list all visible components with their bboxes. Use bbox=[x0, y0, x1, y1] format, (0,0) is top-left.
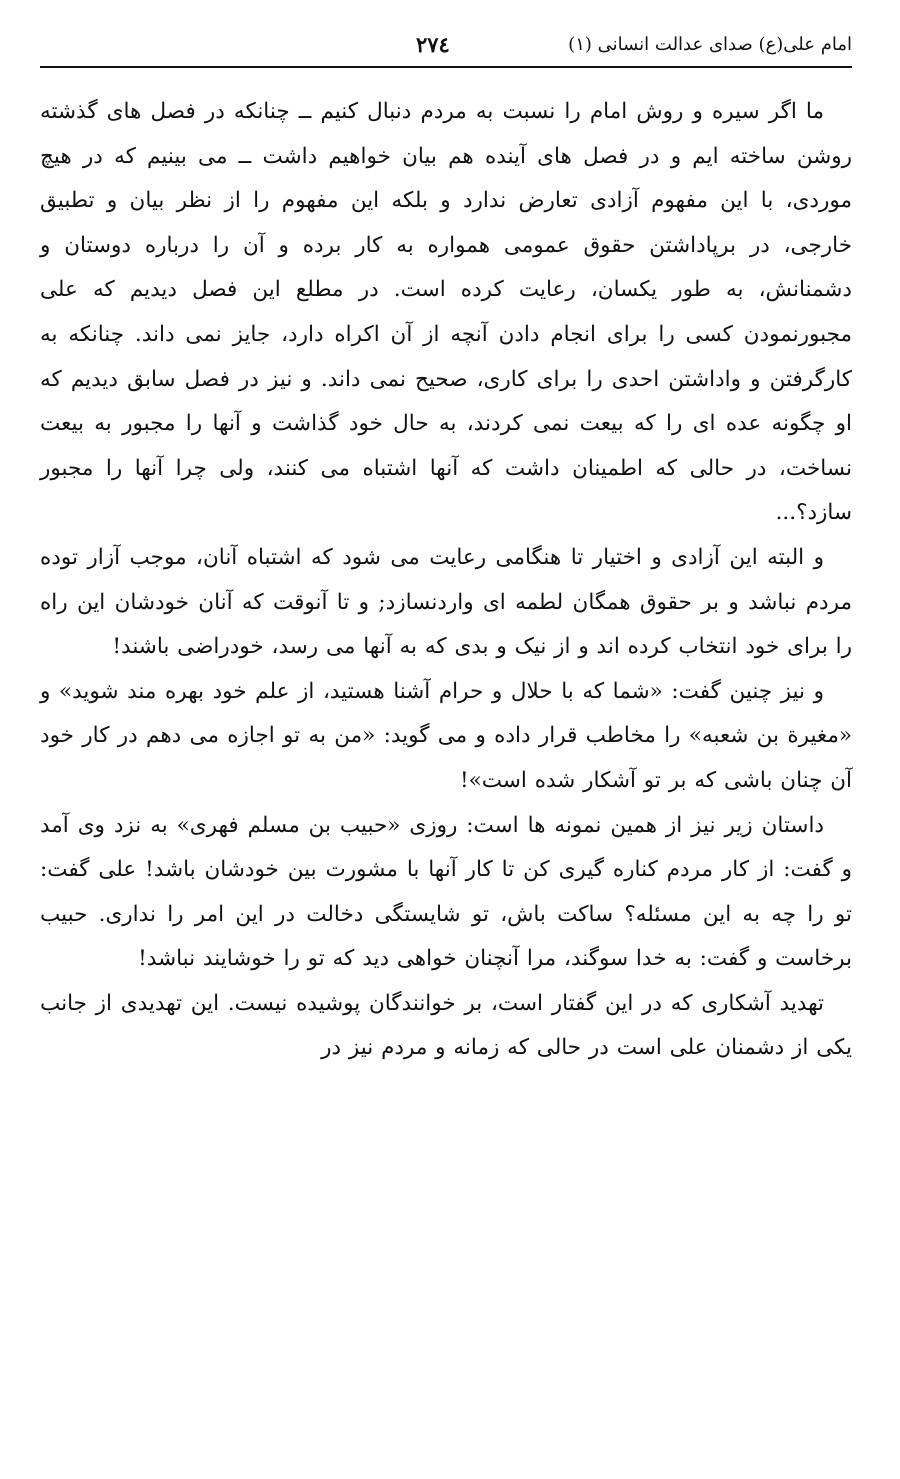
paragraph-3: و نیز چنین گفت: «شما که با حلال و حرام آشنا هستید، از علم خود بهره مند شوید» و «مغیرة بن شعبه» را مخاطب قرار داده و می گوید: «من به تو اجازه می دهم در کار خود آن چنان باشی که بر تو آشکار شده است»! bbox=[40, 678, 852, 793]
book-page bbox=[40, 30, 852, 1460]
paragraph-4: داستان زیر نیز از همین نمونه ها است: روزی «حبیب بن مسلم فهری» به نزد وی آمد و گفت: از کار مردم کناره گیری کن تا کار آنها با مشورت بین خودشان باشد! علی گفت: تو را چه به این مسئله؟ ساکت باش، تو شایستگی دخالت در این امر را نداری. حبیب برخاست و گفت: به خدا سوگند، مرا آنچنان خواهی دید که تو را خوشایند نباشد! bbox=[40, 812, 852, 972]
book-title: امام علی(ع) صدای عدالت انسانی (۱) bbox=[568, 34, 852, 55]
paragraph-2: و البته این آزادی و اختیار تا هنگامی رعایت می شود که اشتباه آنان، موجب آزار توده مردم نباشد و بر حقوق همگان لطمه ای واردنسازد; و تا آنوقت که آنان خودشان این راه را برای خود انتخاب کرده اند و از نیک و بدی که به آنها می رسد، خودراضی باشند! bbox=[40, 544, 852, 660]
page-body bbox=[40, 90, 852, 1071]
paragraph-5: تهدید آشکاری که در این گفتار است، بر خوانندگان پوشیده نیست. این تهدیدی از جانب یکی از دشمنان علی است در حالی که زمانه و مردم نیز در bbox=[40, 990, 852, 1061]
page-number: ۲۷٤ bbox=[416, 32, 450, 57]
paragraph-1: ما اگر سیره و روش امام را نسبت به مردم دنبال کنیم ــ چنانکه در فصل های گذشته روشن ساخته ایم و در فصل های آینده هم بیان خواهیم داشت ــ می بینیم که در هیچ موردی، با این مفهوم آزادی تعارض ندارد و بلکه این مفهوم را از نظر بیان و تطبیق خارجی، در برپاداشتن حقوق عمومی همواره به کار برده و آن را درباره دوستان و دشمنانش، به طور یکسان، رعایت کرده است. در مطلع این فصل دیدیم که علی مجبورنمودن کسی را برای انجام دادن آنچه از آن اکراه دارد، جایز نمی داند. چنانکه به کارگرفتن و واداشتن احدی را برای کاری، صحیح نمی داند. و نیز در فصل سابق دیدیم که او چگونه عده ای را که بیعت نمی کردند، به حال خود گذاشت و آنها را مجبور به بیعت نساخت، در حالی که اطمینان داشت که آنها اشتباه می کنند، ولی چرا آنها را مجبور سازد؟... bbox=[40, 99, 852, 526]
running-header bbox=[40, 30, 852, 68]
